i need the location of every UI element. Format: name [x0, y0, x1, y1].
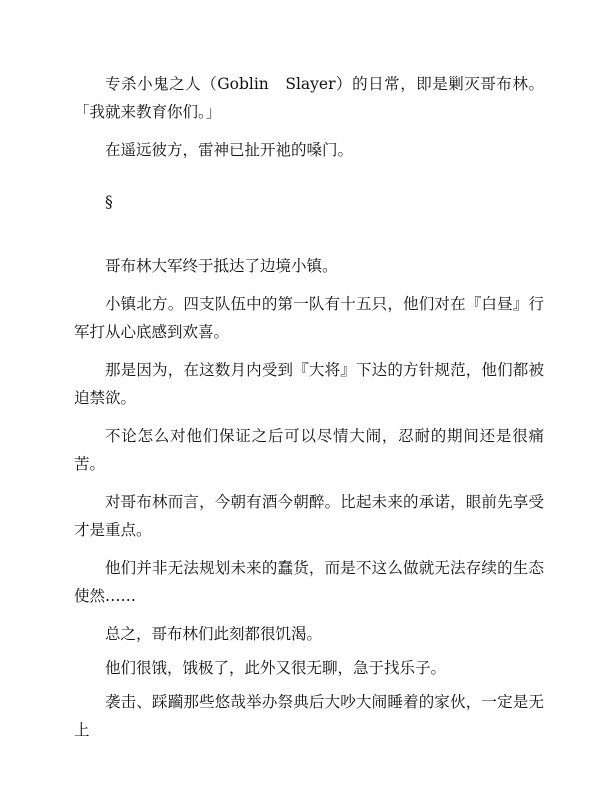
paragraph-painful-wait: 不论怎么对他们保证之后可以尽情大闹，忍耐的期间还是很痛苦。: [74, 427, 544, 473]
paragraph-army-arrives: 哥布林大军终于抵达了边境小镇。: [105, 257, 338, 275]
paragraph-present-pleasure: 对哥布林而言，今朝有酒今朝醉。比起未来的承诺，眼前先享受才是重点。: [74, 493, 544, 539]
paragraph-north-town: 小镇北方。四支队伍中的第一队有十五只，他们对在『白昼』行军打从心底感到欢喜。: [74, 295, 544, 341]
paragraph-hungry-bored: 他们很饿，饿极了，此外又很无聊，急于找乐子。: [105, 659, 447, 677]
paragraph-thirsty: 总之，哥布林们此刻都很饥渴。: [105, 625, 323, 643]
paragraph-restraint: 那是因为，在这数月内受到『大将』下达的方针规范，他们都被迫禁欲。: [74, 361, 544, 407]
paragraph-goblin-slayer-daily: 专杀小鬼之人（Goblin Slayer）的日常，即是剿灭哥布林。「我就来教育你们。」: [74, 75, 544, 121]
section-divider: §: [105, 193, 113, 211]
document-body: [74, 70, 544, 754]
paragraph-attack-fragment: 袭击、踩躏那些悠哉举办祭典后大吵大闹睡着的家伙，一定是无上: [74, 693, 544, 739]
paragraph-ecology: 他们并非无法规划未来的蠢货，而是不这么做就无法存续的生态使然……: [74, 559, 544, 605]
paragraph-thunder-god: 在遥远彼方，雷神已扯开祂的嗓门。: [105, 141, 354, 159]
